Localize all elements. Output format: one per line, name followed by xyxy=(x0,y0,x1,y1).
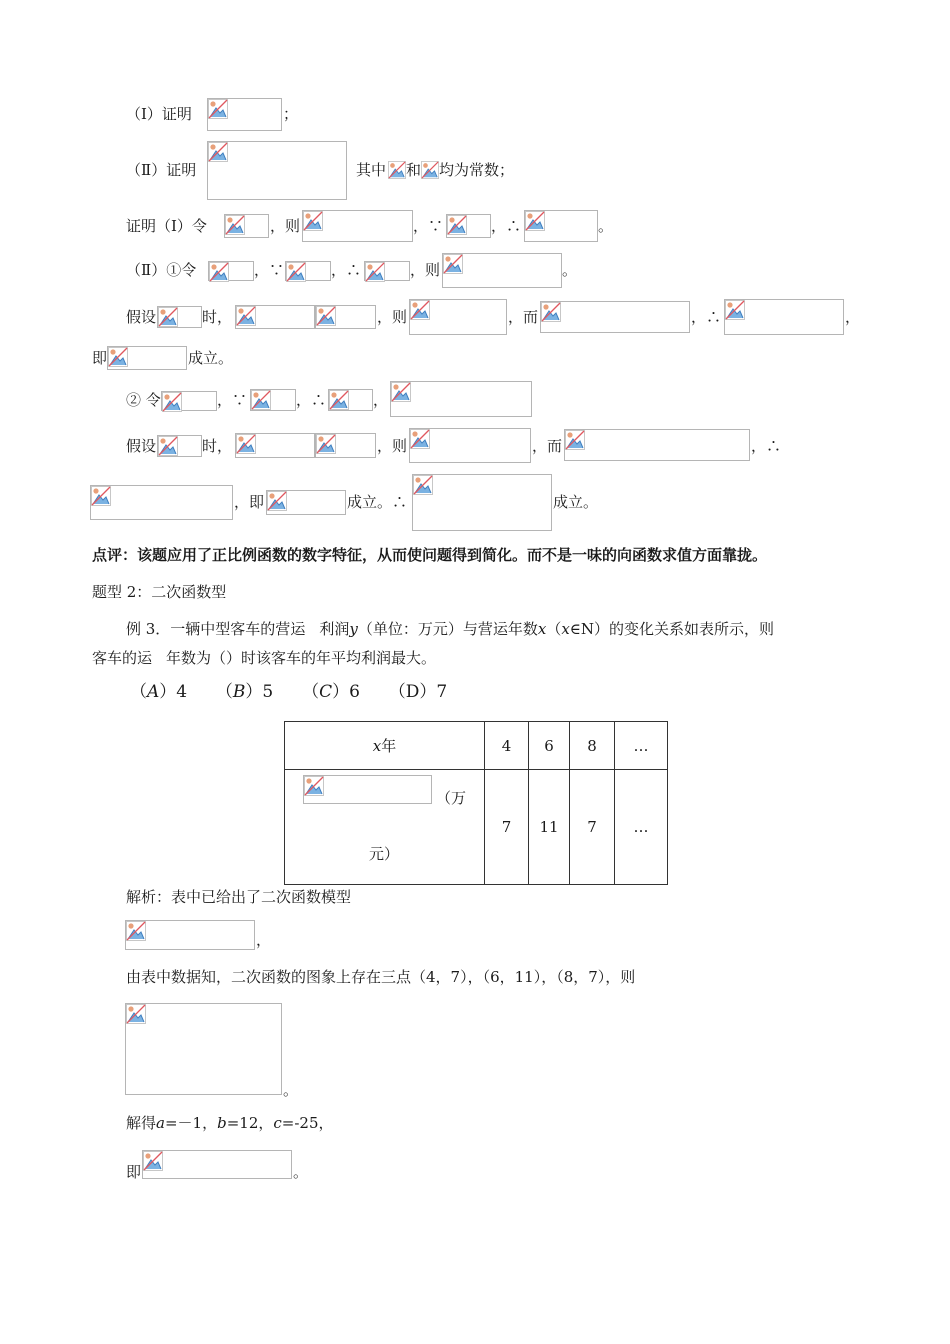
proof-text: ，∵ xyxy=(254,261,285,279)
section-title: 题型 2：二次函数型 xyxy=(92,583,227,601)
proof-text: ，则 xyxy=(410,261,441,279)
broken-image-icon xyxy=(208,142,228,162)
solution-text: 解析：表中已给出了二次函数模型 xyxy=(126,888,352,906)
proof-text: ，而 xyxy=(532,437,563,455)
proof-part1-tail: ； xyxy=(283,105,299,123)
formula-image xyxy=(412,474,552,531)
proof-text: ，∴ xyxy=(331,261,362,279)
formula-image xyxy=(224,214,269,238)
proof-text: ，则 xyxy=(377,308,408,326)
formula-image xyxy=(208,261,254,281)
example-line xyxy=(126,619,774,639)
formula-image xyxy=(250,389,296,411)
broken-image-icon xyxy=(447,215,467,235)
proof-text: 。 xyxy=(562,261,578,279)
formula-image xyxy=(364,261,410,281)
broken-image-icon xyxy=(365,262,385,282)
broken-image-icon xyxy=(316,306,336,326)
proof-text: ，∵ xyxy=(217,391,248,409)
broken-image-icon xyxy=(565,430,585,450)
var-y: y xyxy=(349,620,358,638)
formula-image xyxy=(161,391,217,411)
formula-image xyxy=(328,389,373,411)
proof-text: ，则 xyxy=(270,217,301,235)
formula-image xyxy=(409,428,531,463)
table-row xyxy=(285,770,668,885)
formula-image xyxy=(142,1150,292,1179)
broken-image-icon xyxy=(316,434,336,454)
broken-image-icon xyxy=(267,491,287,511)
broken-image-icon xyxy=(236,306,256,326)
broken-image-icon xyxy=(162,392,182,412)
example-text: 客车的运 xyxy=(92,649,153,667)
broken-image-icon xyxy=(91,486,111,506)
formula-image xyxy=(285,261,331,281)
proof-part1-head: （Ⅰ）证明 xyxy=(126,105,192,123)
broken-image-icon xyxy=(108,347,128,367)
formula-image xyxy=(388,160,406,180)
broken-image-icon xyxy=(126,921,146,941)
proof-text: （Ⅱ）①令 xyxy=(126,261,197,279)
broken-image-icon xyxy=(443,254,463,274)
broken-image-icon xyxy=(329,390,349,410)
example-text: 年数为（）时该客车的年平均利润最大。 xyxy=(166,649,437,667)
proof-text: 假设 xyxy=(126,308,157,326)
table-header-cell xyxy=(285,770,485,885)
formula-image xyxy=(235,433,315,458)
table-header-cell: x年 xyxy=(285,722,485,770)
table-cell: 6 xyxy=(529,722,570,770)
formula-image xyxy=(125,920,255,950)
solution-text: =12， xyxy=(226,1114,274,1132)
example-text: 利润 xyxy=(319,620,350,638)
formula-image xyxy=(446,214,491,238)
proof-text: 成立。 xyxy=(188,349,234,367)
table-cell: 4 xyxy=(485,722,529,770)
broken-image-icon xyxy=(251,390,271,410)
broken-image-icon xyxy=(286,262,306,282)
table-row xyxy=(285,722,668,770)
option-d: （D）7 xyxy=(388,682,448,702)
formula-image xyxy=(266,490,346,515)
formula-image xyxy=(207,141,347,200)
proof-text: 成立。 xyxy=(553,493,599,511)
proof-text: ， xyxy=(373,391,389,409)
options xyxy=(130,682,447,702)
broken-image-icon xyxy=(410,300,430,320)
solution-text: 。 xyxy=(293,1163,309,1181)
unit-text: （万 xyxy=(436,789,467,807)
proof-text: ，即 xyxy=(234,493,265,511)
unit-text: 元） xyxy=(369,845,400,863)
formula-image xyxy=(421,160,439,180)
proof-text: ，∴ xyxy=(751,437,782,455)
broken-image-icon xyxy=(525,211,545,231)
broken-image-icon xyxy=(303,211,323,231)
broken-image-icon xyxy=(413,475,433,495)
example-line xyxy=(92,648,436,668)
formula-image xyxy=(409,299,507,335)
proof-text: ，则 xyxy=(377,437,408,455)
formula-image xyxy=(564,429,750,461)
formula-image xyxy=(207,98,282,131)
formula-image xyxy=(315,305,376,329)
var-b: b xyxy=(217,1114,227,1132)
formula-image xyxy=(303,775,432,804)
var-x: x xyxy=(561,620,570,638)
proof-text: ，∴ xyxy=(296,391,327,409)
broken-image-icon xyxy=(225,215,245,235)
proof-text: 成立。∴ xyxy=(347,493,408,511)
broken-image-icon xyxy=(391,382,411,402)
solution-text: =-25， xyxy=(281,1114,334,1132)
proof-text: 。 xyxy=(598,217,614,235)
var-a: a xyxy=(156,1114,165,1132)
formula-image xyxy=(125,1003,282,1095)
broken-image-icon xyxy=(725,300,745,320)
option-a: （A）4 xyxy=(130,682,188,702)
comment: 点评：该题应用了正比例函数的数字特征，从而使问题得到简化。而不是一味的向函数求值方面靠拢。 xyxy=(92,546,768,564)
proof-text: 证明（Ⅰ）令 xyxy=(126,217,207,235)
broken-image-icon xyxy=(208,99,228,119)
proof-part2-text: 其中 xyxy=(356,161,387,179)
broken-image-icon xyxy=(304,776,324,796)
proof-text: 时， xyxy=(202,437,233,455)
proof-text: ，∴ xyxy=(691,308,722,326)
formula-image xyxy=(157,306,202,328)
formula-image xyxy=(157,435,202,457)
table-cell: 8 xyxy=(570,722,615,770)
proof-part2-text: 均为常数； xyxy=(439,161,515,179)
broken-image-icon xyxy=(126,1004,146,1024)
broken-image-icon xyxy=(158,436,178,456)
broken-image-icon xyxy=(388,160,406,180)
proof-part2-head: （Ⅱ）证明 xyxy=(126,161,197,179)
formula-image xyxy=(90,485,233,520)
table-cell: 7 xyxy=(570,770,615,885)
option-c: （C）6 xyxy=(302,682,360,702)
broken-image-icon xyxy=(541,302,561,322)
solution-text: 即 xyxy=(126,1163,142,1181)
proof-text: 即 xyxy=(92,349,108,367)
var-x: x xyxy=(537,620,547,638)
var-c: c xyxy=(273,1114,282,1132)
formula-image xyxy=(315,433,376,458)
solution-text: ， xyxy=(256,931,272,949)
broken-image-icon xyxy=(421,160,439,180)
solution-text: 。 xyxy=(283,1081,299,1099)
example-text: ∈N）的变化关系如表所示，则 xyxy=(569,620,775,638)
proof-text: ② 令 xyxy=(126,391,161,409)
table-cell: 7 xyxy=(485,770,529,885)
broken-image-icon xyxy=(143,1151,163,1171)
proof-text: ，∵ xyxy=(413,217,444,235)
broken-image-icon xyxy=(410,429,430,449)
formula-image xyxy=(302,210,413,242)
solution-text: =－1， xyxy=(164,1114,218,1132)
formula-image xyxy=(724,299,844,335)
formula-image xyxy=(442,253,562,288)
table-cell: … xyxy=(615,770,668,885)
proof-text: ，∴ xyxy=(491,217,522,235)
formula-image xyxy=(235,305,315,329)
table-cell: … xyxy=(615,722,668,770)
solution-text: 由表中数据知，二次函数的图象上存在三点（4，7），（6，11），（8，7），则 xyxy=(126,968,636,986)
formula-image xyxy=(107,346,187,370)
proof-text: 时， xyxy=(202,308,233,326)
proof-text: ， xyxy=(845,308,861,326)
solution-line xyxy=(126,1113,334,1133)
example-text: （单位：万元）与营运年数 xyxy=(357,620,538,638)
example-text: 例 3．一辆中型客车的营运 xyxy=(126,620,306,638)
solution-text: 解得 xyxy=(126,1114,157,1132)
formula-image xyxy=(524,210,598,242)
proof-part2-text: 和 xyxy=(406,161,422,179)
broken-image-icon xyxy=(209,262,229,282)
example-text: （ xyxy=(546,620,562,638)
proof-text: ，而 xyxy=(508,308,539,326)
data-table xyxy=(284,721,668,885)
proof-text: 假设 xyxy=(126,437,157,455)
broken-image-icon xyxy=(158,307,178,327)
formula-image xyxy=(540,301,690,333)
option-b: （B）5 xyxy=(215,682,274,702)
broken-image-icon xyxy=(236,434,256,454)
table-cell: 11 xyxy=(529,770,570,885)
formula-image xyxy=(390,381,532,417)
